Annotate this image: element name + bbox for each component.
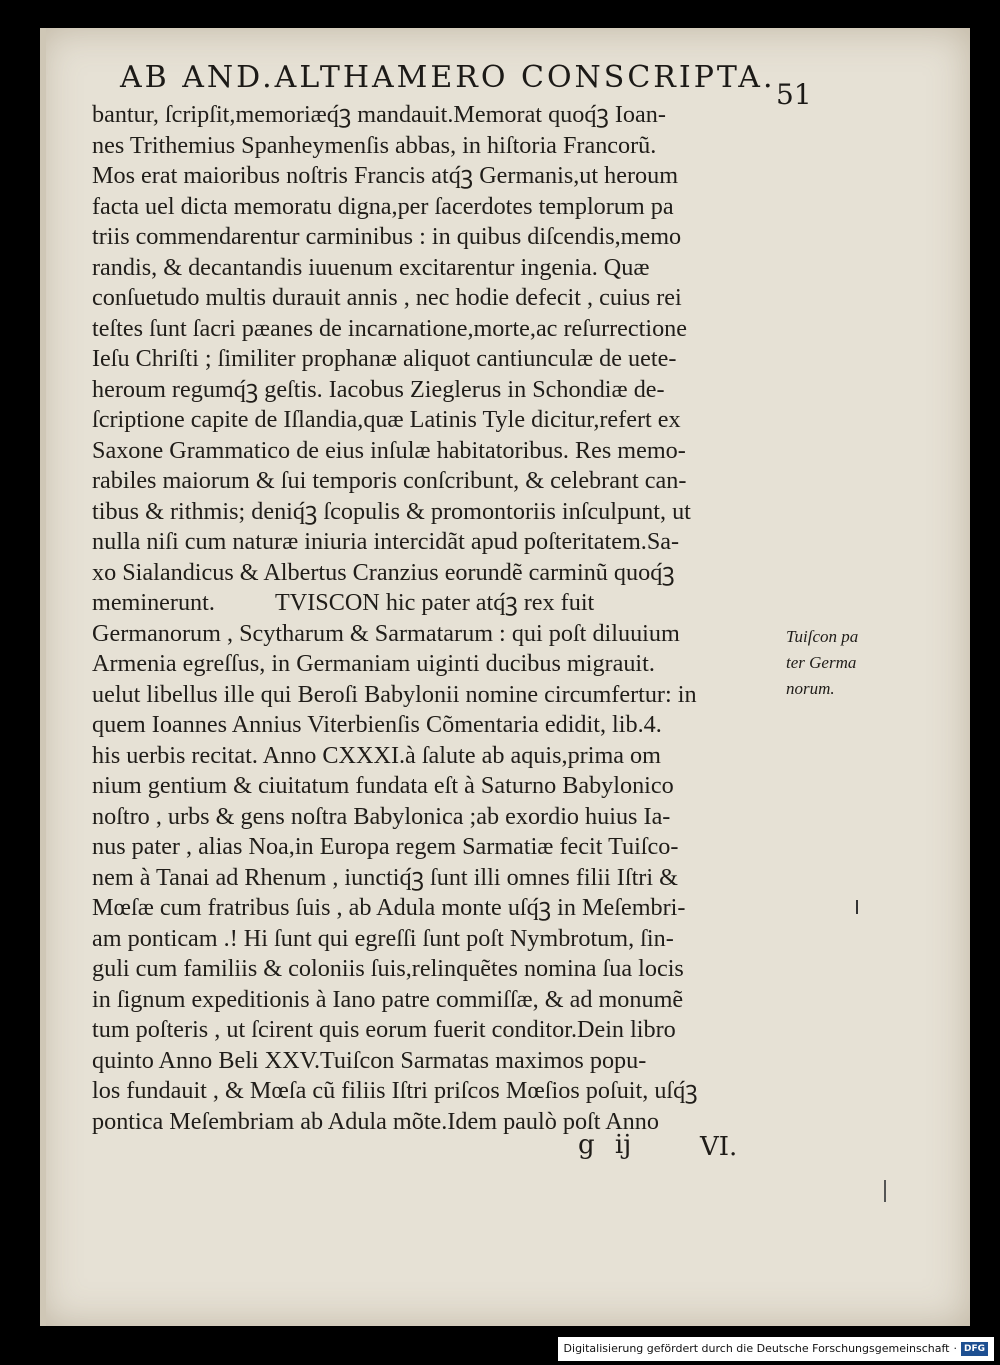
text-line: nem à Tanai ad Rhenum , iunctiq́ꝫ ſunt illi omnes filii Iſtri & bbox=[92, 863, 678, 891]
text-line: randis, & decantandis iuuenum excitarentur ingenia. Quæ bbox=[92, 253, 650, 281]
page-gutter-edge bbox=[40, 28, 46, 1326]
text-line: heroum regumq́ꝫ geſtis. Iacobus Zieglerus in Schondiæ de- bbox=[92, 375, 665, 403]
text-line: nus pater , alias Noa,in Europa regem Sarmatiæ fecit Tuiſco- bbox=[92, 833, 679, 860]
running-head: AB AND.ALTHAMERO CONSCRIPTA. bbox=[120, 60, 776, 95]
text-line: conſuetudo multis durauit annis , nec hodie defecit , cuius rei bbox=[92, 284, 682, 311]
text-line: meminerunt. TVISCON hic pater atq́ꝫ rex fuit bbox=[92, 589, 595, 616]
signature-mark: g ij bbox=[578, 1130, 632, 1160]
text-line: nulla niſi cum naturæ iniuria intercidãt apud poſteritatem.Sa- bbox=[92, 528, 680, 555]
text-line: triis commendarentur carminibus : in quibus diſcendis,memo bbox=[92, 223, 682, 250]
text-line: bantur, ſcripſit,memoriæq́ꝫ mandauit.Memorat quoq́ꝫ Ioan- bbox=[92, 101, 666, 128]
text-line: nes Trithemius Spanheymenſis abbas, in hiſtoria Francorũ. bbox=[92, 131, 657, 159]
text-line: his uerbis recitat. Anno CXXXI.à ſalute ab aquis,prima om bbox=[92, 741, 661, 769]
text-line: guli cum familiis & coloniis ſuis,relinquẽtes nomina ſua locis bbox=[92, 955, 684, 982]
margin-note-line: Tuiſcon pa bbox=[786, 627, 859, 646]
text-line: nium gentium & ciuitatum fundata eſt à Saturno Babylonico bbox=[92, 772, 674, 799]
body-text bbox=[92, 100, 792, 1137]
text-line: facta uel dicta memoratu digna,per ſacerdotes templorum pa bbox=[92, 192, 674, 220]
ink-mark bbox=[856, 900, 858, 914]
text-line: tibus & rithmis; deniq́ꝫ ſcopulis & promontoriis inſculpunt, ut bbox=[92, 497, 691, 525]
text-line: Ieſu Chriſti ; ſimiliter prophanæ aliquot cantiunculæ de uete- bbox=[92, 345, 677, 372]
credit-text: Digitalisierung gefördert durch die Deutsche Forschungsgemeinschaft bbox=[563, 1342, 950, 1355]
text-line: quinto Anno Beli XXV.Tuiſcon Sarmatas maximos popu- bbox=[92, 1046, 647, 1074]
text-line: tum poſteris , ut ſcirent quis eorum fuerit conditor.Dein libro bbox=[92, 1016, 676, 1043]
text-line: noſtro , urbs & gens noſtra Babylonica ;ab exordio huius Ia- bbox=[92, 802, 671, 830]
folio-number: 51 bbox=[776, 78, 812, 111]
text-line: rabiles maiorum & ſui temporis conſcribunt, & celebrant can- bbox=[92, 467, 687, 494]
text-line: in ſignum expeditionis à Iano patre commiſſæ, & ad monumẽ bbox=[92, 985, 684, 1013]
text-line: ſcriptione capite de Iſlandia,quæ Latinis Tyle dicitur,refert ex bbox=[92, 406, 681, 433]
text-line: xo Sialandicus & Albertus Cranzius eorundẽ carminũ quoq́ꝫ bbox=[92, 558, 675, 586]
dfg-logo: DFG bbox=[961, 1342, 988, 1356]
text-line: am ponticam .! Hi ſunt qui egreſſi ſunt poſt Nymbrotum, ſin- bbox=[92, 924, 674, 952]
text-line: los fundauit , & Mœſa cũ filiis Iſtri priſcos Mœſios poſuit, uſq́ꝫ bbox=[92, 1077, 698, 1104]
text-line: Germanorum , Scytharum & Sarmatarum : qui poſt diluuium bbox=[92, 619, 680, 647]
text-line: Mœſæ cum fratribus ſuis , ab Adula monte uſq́ꝫ in Meſembri- bbox=[92, 894, 686, 921]
digitization-credit bbox=[558, 1337, 994, 1361]
catchword: VI. bbox=[700, 1132, 738, 1162]
credit-separator: · bbox=[953, 1342, 957, 1355]
text-line: Mos erat maioribus noſtris Francis atq́ꝫ Germanis,ut heroum bbox=[92, 162, 679, 189]
ink-mark bbox=[884, 1180, 886, 1202]
text-line: Armenia egreſſus, in Germaniam uiginti ducibus migrauit. bbox=[92, 650, 655, 677]
margin-note-line: ter Germa bbox=[786, 653, 857, 672]
text-line: teſtes ſunt ſacri pæanes de incarnatione,morte,ac reſurrectione bbox=[92, 314, 688, 342]
text-line: Saxone Grammatico de eius inſulæ habitatoribus. Res memo- bbox=[92, 436, 686, 464]
margin-note bbox=[786, 624, 886, 702]
text-line: uelut libellus ille qui Beroſi Babylonii nomine circumfertur: in bbox=[92, 680, 697, 708]
text-line: pontica Meſembriam ab Adula mõte.Idem paulò poſt Anno bbox=[92, 1107, 659, 1135]
text-line: quem Ioannes Annius Viterbienſis Cõmentaria edidit, lib.4. bbox=[92, 711, 662, 738]
margin-note-line: norum. bbox=[786, 679, 835, 698]
